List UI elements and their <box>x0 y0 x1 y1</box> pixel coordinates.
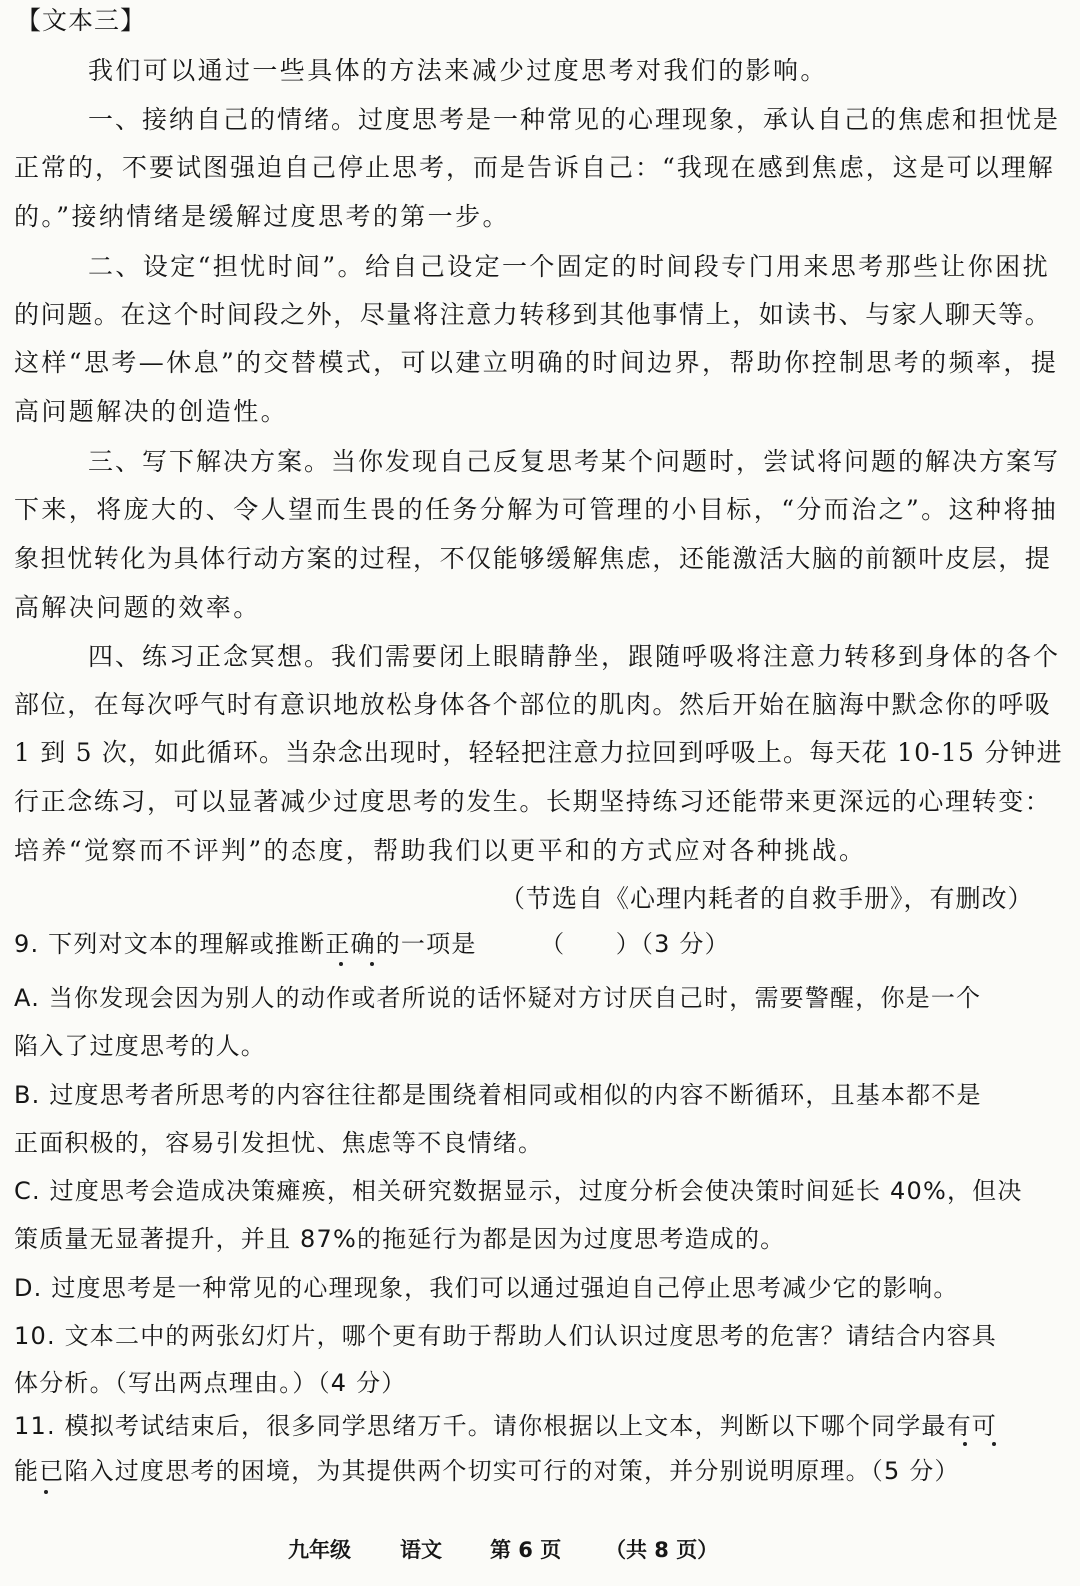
question-9-option-c-line-1: C. 过度思考会造成决策瘫痪，相关研究数据显示，过度分析会使决策时间延长 40%，但决 <box>14 1177 1023 1205</box>
question-9-option-d: D. 过度思考是一种常见的心理现象，我们可以通过强迫自己停止思考减少它的影响。 <box>14 1274 959 1302</box>
question-9-option-a-line-2: 陷入了过度思考的人。 <box>14 1032 266 1060</box>
source-citation: （节选自《心理内耗者的自救手册》，有删改） <box>500 884 1034 913</box>
paragraph-4-line-5: 培养“觉察而不评判”的态度，帮助我们以更平和的方式应对各种挑战。 <box>14 836 867 865</box>
emphasis-dot <box>992 1442 996 1446</box>
intro-line: 我们可以通过一些具体的方法来减少过度思考对我们的影响。 <box>88 56 828 85</box>
page-footer <box>0 1534 1080 1564</box>
paragraph-2-line-4: 高问题解决的创造性。 <box>14 397 289 426</box>
question-9-option-b-line-1: B. 过度思考者所思考的内容往往都是围绕着相同或相似的内容不断循环，且基本都不是 <box>14 1081 982 1109</box>
question-9-stem: 9. 下列对文本的理解或推断正确的一项是 （ ）（3 分） <box>14 930 730 958</box>
paragraph-1-line-2: 正常的，不要试图强迫自己停止思考，而是告诉自己：“我现在感到焦虑，这是可以理解 <box>14 153 1055 182</box>
question-10-line-2: 体分析。（写出两点理由。）（4 分） <box>14 1369 407 1397</box>
footer-page-number: 第 6 页 <box>490 1538 562 1562</box>
footer-subject: 语文 <box>400 1538 442 1562</box>
question-11-line-1: 11. 模拟考试结束后，很多同学思绪万千。请你根据以上文本，判断以下哪个同学最有可 <box>14 1412 997 1440</box>
emphasis-dot <box>963 1442 967 1446</box>
paragraph-1-line-1: 一、接纳自己的情绪。过度思考是一种常见的心理现象，承认自己的焦虑和担忧是 <box>88 105 1061 134</box>
paragraph-4-line-1: 四、练习正念冥想。我们需要闭上眼睛静坐，跟随呼吸将注意力转移到身体的各个 <box>88 642 1061 671</box>
section-title: 【文本三】 <box>16 6 147 35</box>
paragraph-4-line-2: 部位，在每次呼气时有意识地放松身体各个部位的肌肉。然后开始在脑海中默念你的呼吸 <box>14 690 1052 719</box>
question-9-option-c-line-2: 策质量无显著提升，并且 87%的拖延行为都是因为过度思考造成的。 <box>14 1225 786 1253</box>
paragraph-2-line-2: 的问题。在这个时间段之外，尽量将注意力转移到其他事情上，如读书、与家人聊天等。 <box>14 300 1052 329</box>
emphasis-dot <box>44 1490 48 1494</box>
paragraph-2-line-1: 二、设定“担忧时间”。给自己设定一个固定的时间段专门用来思考那些让你困扰 <box>88 252 1050 281</box>
paragraph-3-line-2: 下来，将庞大的、令人望而生畏的任务分解为可管理的小目标，“分而治之”。这种将抽 <box>14 495 1059 524</box>
paragraph-3-line-4: 高解决问题的效率。 <box>14 593 261 622</box>
question-9-option-a-line-1: A. 当你发现会因为别人的动作或者所说的话怀疑对方讨厌自己时，需要警醒，你是一个 <box>14 984 982 1012</box>
paragraph-2-line-3: 这样“思考—休息”的交替模式，可以建立明确的时间边界，帮助你控制思考的频率，提 <box>14 348 1059 377</box>
paragraph-3-line-1: 三、写下解决方案。当你发现自己反复思考某个问题时，尝试将问题的解决方案写 <box>88 447 1061 476</box>
question-9-option-b-line-2: 正面积极的，容易引发担忧、焦虑等不良情绪。 <box>14 1129 544 1157</box>
question-10-line-1: 10. 文本二中的两张幻灯片，哪个更有助于帮助人们认识过度思考的危害？请结合内容具 <box>14 1322 997 1350</box>
emphasis-dot <box>370 962 374 966</box>
paragraph-1-line-3: 的。”接纳情绪是缓解过度思考的第一步。 <box>14 202 510 231</box>
paragraph-4-line-3: 1 到 5 次，如此循环。当杂念出现时，轻轻把注意力拉回到呼吸上。每天花 10-15 分钟进 <box>14 738 1063 767</box>
footer-grade: 九年级 <box>288 1538 351 1562</box>
footer-page-total: （共 8 页） <box>605 1538 719 1562</box>
emphasis-dot <box>339 962 343 966</box>
paragraph-3-line-3: 象担忧转化为具体行动方案的过程，不仅能够缓解焦虑，还能激活大脑的前额叶皮层，提 <box>14 544 1052 573</box>
question-11-line-2: 能已陷入过度思考的困境，为其提供两个切实可行的对策，并分别说明原理。（5 分） <box>14 1457 960 1485</box>
paragraph-4-line-4: 行正念练习，可以显著减少过度思考的发生。长期坚持练习还能带来更深远的心理转变： <box>14 787 1052 816</box>
